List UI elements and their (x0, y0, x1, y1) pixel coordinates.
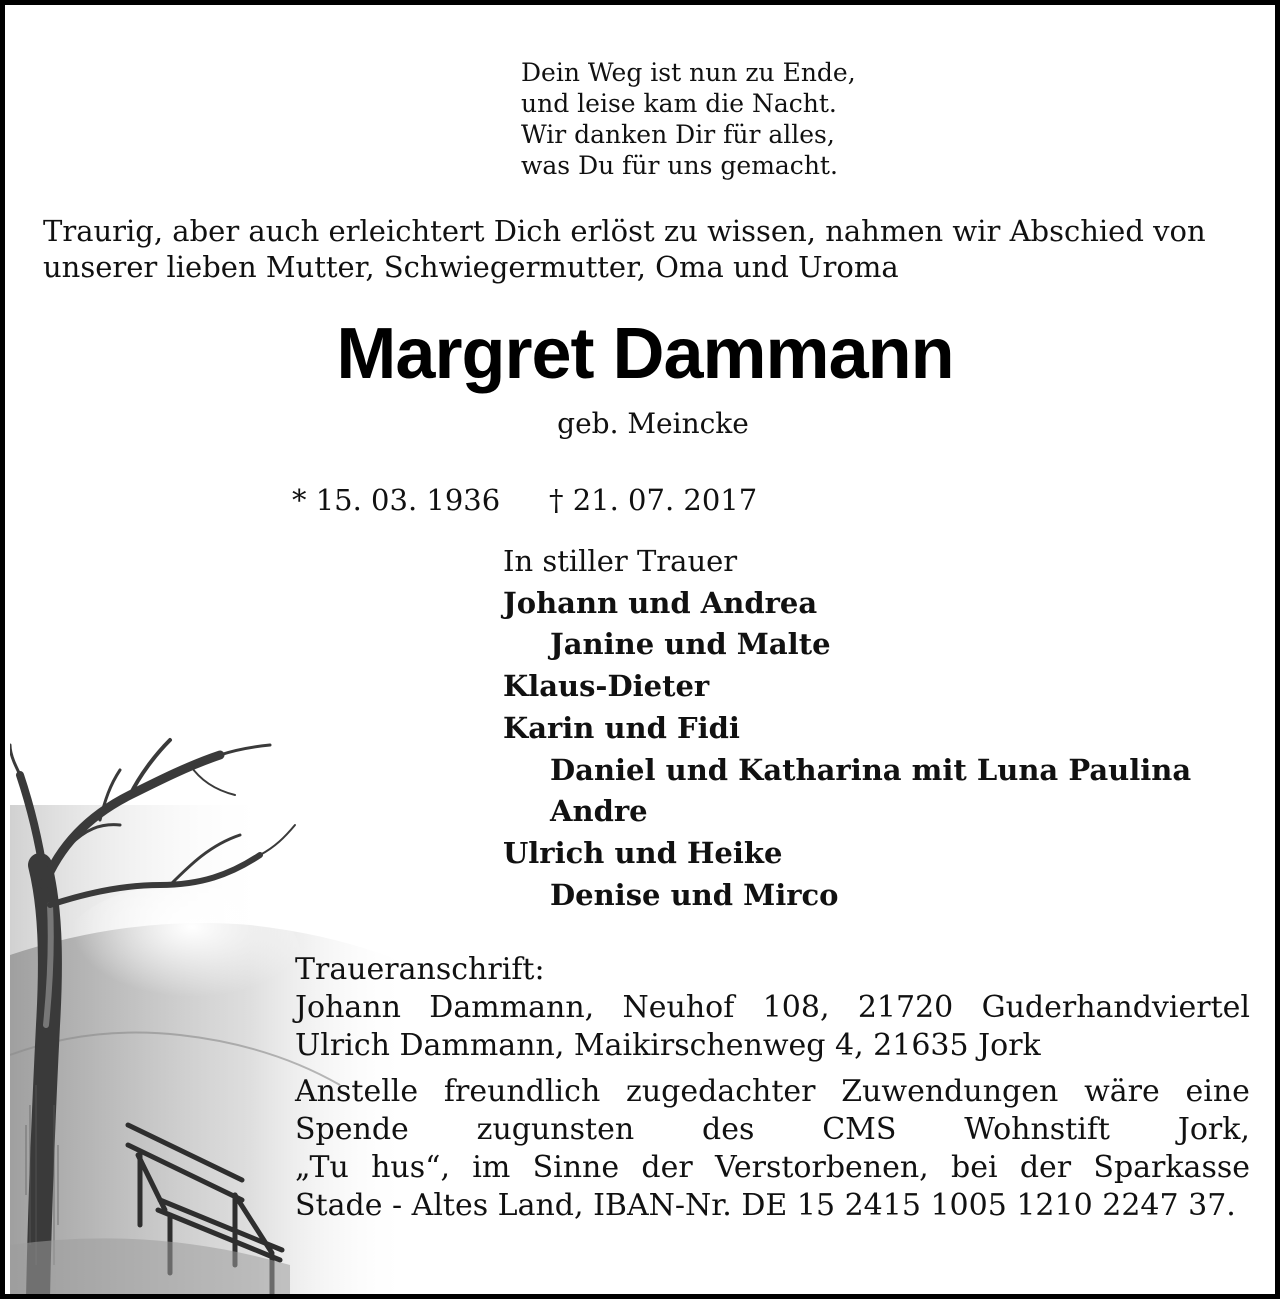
poem-line: was Du für uns gemacht. (521, 151, 838, 180)
address-word: Johann (295, 990, 401, 1025)
donation-line-1 (295, 1073, 1250, 1111)
address-block (295, 951, 1250, 1225)
address-word: 21720 (857, 990, 954, 1025)
address-line-1 (295, 989, 1250, 1027)
donation-word: des (701, 1112, 755, 1147)
poem-line: Dein Weg ist nun zu Ende, (521, 58, 856, 87)
donation-word: Verstorbenen, (714, 1150, 929, 1185)
intro-line: Traurig, aber auch erleichtert Dich erlöst zu wissen, nahmen wir Abschied von (43, 214, 1206, 248)
mourner-entry: Janine und Malte (550, 627, 831, 662)
address-word: 108, (762, 990, 830, 1025)
donation-word: bei (950, 1150, 998, 1185)
deceased-name: Margret Dammann (336, 314, 954, 394)
donation-line-2 (295, 1111, 1250, 1149)
donation-word: Anstelle (295, 1074, 419, 1109)
intro-text (43, 213, 1253, 285)
donation-word: wäre (1084, 1074, 1160, 1109)
mourners-list (503, 541, 1191, 916)
mourners-heading: In stiller Trauer (503, 544, 738, 578)
donation-word: zugedachter (626, 1074, 816, 1109)
mourner-entry: Denise und Mirco (550, 877, 839, 912)
donation-word: der (641, 1150, 693, 1185)
donation-word: eine (1185, 1074, 1250, 1109)
intro-line: unserer lieben Mutter, Schwiegermutter, Oma und Uroma (43, 250, 899, 284)
mourner-entry: Ulrich und Heike (503, 835, 783, 870)
address-heading: Traueranschrift: (295, 952, 545, 987)
mourner-entry: Johann und Andrea (503, 585, 818, 620)
maiden-name: geb. Meincke (557, 407, 749, 440)
mourner-entry: Klaus-Dieter (503, 669, 710, 704)
donation-word: CMS (822, 1112, 897, 1147)
donation-word: hus“, (371, 1150, 450, 1185)
donation-word: Wohnstift (964, 1112, 1110, 1147)
mourner-entry: Karin und Fidi (503, 710, 740, 745)
donation-word: freundlich (443, 1074, 601, 1109)
address-word: Guderhandviertel (981, 990, 1250, 1025)
poem (521, 57, 856, 181)
donation-word: Spende (295, 1112, 409, 1147)
poem-line: und leise kam die Nacht. (521, 89, 837, 118)
address-line-2: Ulrich Dammann, Maikirschenweg 4, 21635 Jork (295, 1028, 1041, 1063)
donation-word: Zuwendungen (841, 1074, 1059, 1109)
donation-word: Sparkasse (1093, 1150, 1250, 1185)
donation-word: zugunsten (476, 1112, 635, 1147)
donation-word: „Tu (295, 1150, 349, 1185)
poem-line: Wir danken Dir für alles, (521, 120, 835, 149)
donation-word: im (472, 1150, 511, 1185)
donation-line-4: Stade - Altes Land, IBAN-Nr. DE 15 2415 1005 1210 2247 37. (295, 1188, 1236, 1223)
mourner-entry: Andre (550, 794, 648, 829)
birth-date: * 15. 03. 1936 (292, 483, 501, 517)
donation-word: der (1019, 1150, 1072, 1185)
donation-word: Sinne (532, 1150, 620, 1185)
address-word: Dammann, (429, 990, 595, 1025)
mourner-entry: Daniel und Katharina mit Luna Paulina (550, 752, 1192, 787)
donation-word: Jork, (1177, 1112, 1250, 1147)
donation-line-3 (295, 1149, 1250, 1187)
death-date: † 21. 07. 2017 (549, 483, 758, 517)
address-word: Neuhof (622, 990, 735, 1025)
